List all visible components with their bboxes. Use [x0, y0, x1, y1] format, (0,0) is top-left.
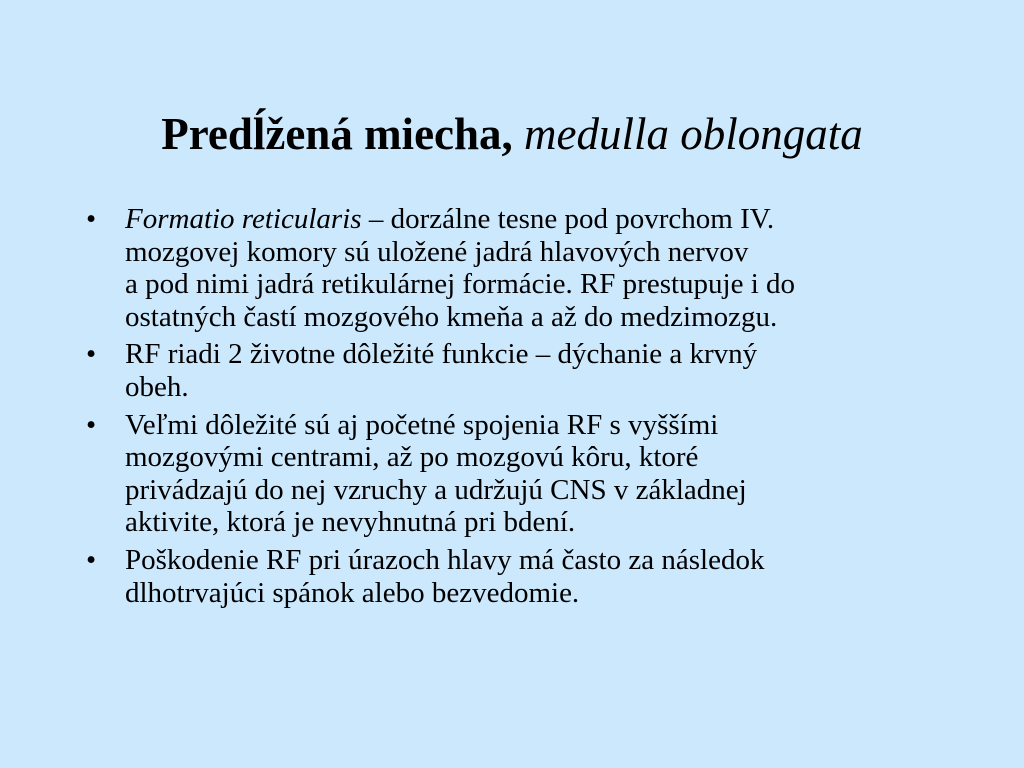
bullet-line	[125, 203, 946, 236]
bullet-line: Poškodenie RF pri úrazoch hlavy má často za následok	[125, 543, 765, 576]
bullet-line: Veľmi dôležité sú aj početné spojenia RF s vyššími	[125, 408, 719, 441]
bullet-line: RF riadi 2 životne dôležité funkcie – dýchanie a krvný	[125, 338, 758, 371]
title-latin: medulla oblongata	[524, 109, 863, 159]
bullet-line: privádzajú do nej vzruchy a udržujú CNS v základnej	[125, 473, 747, 506]
bullet-line: obeh.	[125, 370, 189, 403]
bullet-line: aktivite, ktorá je nevyhnutná pri bdení.	[125, 506, 576, 539]
bullet-line: dlhotrvajúci spánok alebo bezvedomie.	[125, 576, 580, 609]
slide-title	[40, 108, 984, 160]
bullet-line: mozgovými centrami, až po mozgovú kôru, ktoré	[125, 441, 699, 474]
bullet-list	[86, 203, 946, 614]
bullet-item	[86, 544, 946, 609]
bullet-item	[86, 203, 946, 333]
bullet-icon: •	[86, 203, 97, 235]
bullet-icon: •	[86, 408, 97, 441]
title-main: Predĺžená miecha,	[161, 109, 513, 159]
latin-term: Formatio reticularis	[125, 203, 362, 235]
bullet-icon: •	[86, 543, 97, 576]
bullet-line: mozgovej komory sú uložené jadrá hlavových nervov	[125, 235, 749, 268]
bullet-line: a pod nimi jadrá retikulárnej formácie. RF prestupuje i do	[125, 268, 796, 301]
bullet-icon: •	[86, 338, 97, 371]
bullet-text: – dorzálne tesne pod povrchom IV.	[361, 203, 775, 235]
bullet-item	[86, 338, 946, 403]
bullet-item	[86, 409, 946, 539]
bullet-line: ostatných častí mozgového kmeňa a až do medzimozgu.	[125, 300, 778, 333]
